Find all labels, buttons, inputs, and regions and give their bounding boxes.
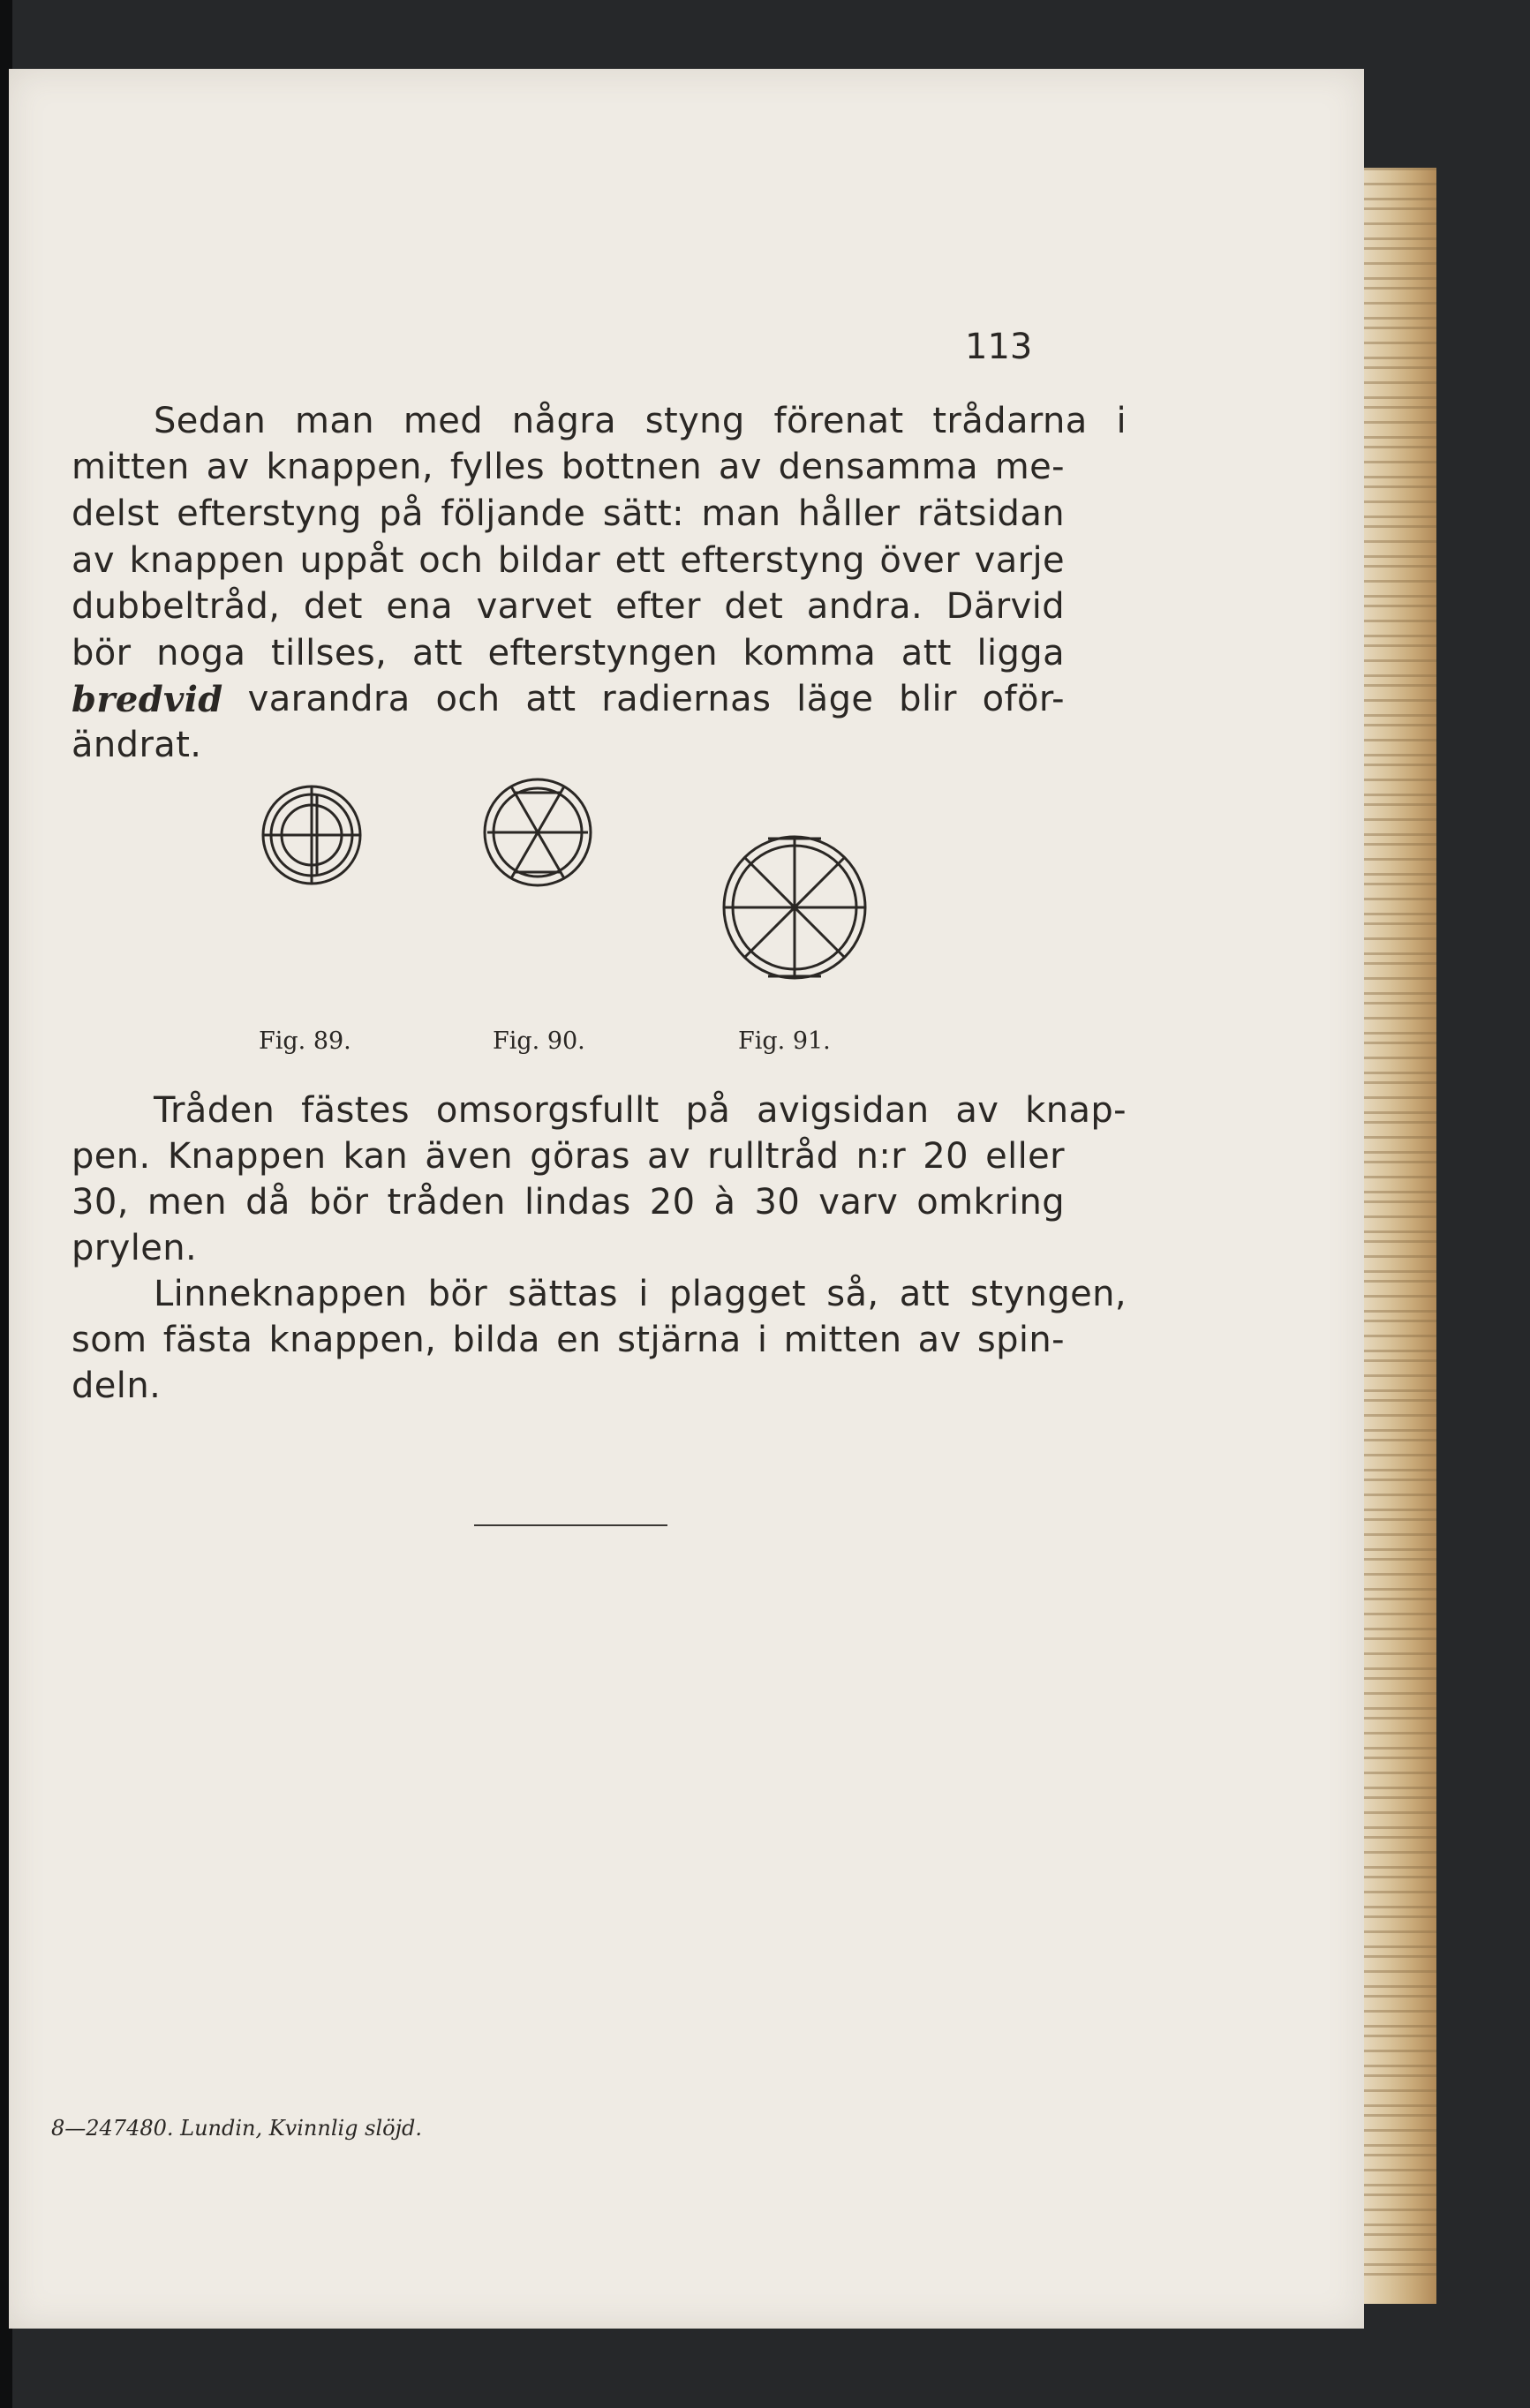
page-edge-stripe <box>1364 327 1436 329</box>
page-edge-stripe <box>1364 1995 1436 1998</box>
text-line: dubbeltråd, det ena varvet efter det andra. Därvid <box>72 586 1065 627</box>
page-edge-stripe <box>1364 1374 1436 1377</box>
page-edge-stripe <box>1364 779 1436 781</box>
figure-caption: Fig. 91. <box>738 1027 831 1055</box>
page-edge-stripe <box>1364 2114 1436 2117</box>
page-edge-stripe <box>1364 1796 1436 1799</box>
page-edge-stripe <box>1364 262 1436 265</box>
page-edge-stripe <box>1364 803 1436 806</box>
page-edge-stripe <box>1364 1479 1436 1481</box>
page-fore-edge <box>1364 168 1436 2304</box>
figure-caption: Fig. 90. <box>493 1027 585 1055</box>
page-edge-stripe <box>1364 1906 1436 1908</box>
page-number: 113 <box>965 327 1033 367</box>
page-edge-stripe <box>1364 2129 1436 2132</box>
page-edge-stripe <box>1364 1667 1436 1670</box>
figure-caption: Fig. 89. <box>259 1027 351 1055</box>
page-edge-stripe <box>1364 794 1436 796</box>
page-edge-stripe <box>1364 1970 1436 1973</box>
page-edge-stripe <box>1364 1717 1436 1719</box>
page-edge-stripe <box>1364 1598 1436 1600</box>
page-edge-stripe <box>1364 1613 1436 1615</box>
page-edge-stripe <box>1364 2209 1436 2211</box>
page-edge-stripe <box>1364 2010 1436 2013</box>
page-edge-stripe <box>1364 992 1436 995</box>
page-edge-stripe <box>1364 366 1436 369</box>
page-edge-stripe <box>1364 2035 1436 2037</box>
page-edge-stripe <box>1364 922 1436 925</box>
page-edge-stripe <box>1364 1915 1436 1918</box>
button-eight-spoke-icon <box>715 828 874 987</box>
page-edge-stripe <box>1364 1811 1436 1814</box>
button-cross-icon <box>259 782 365 888</box>
page-edge-stripe <box>1364 1389 1436 1392</box>
page-edge-stripe <box>1364 1518 1436 1521</box>
page-edge-stripe <box>1364 1469 1436 1471</box>
page-edge-stripe <box>1364 913 1436 915</box>
page-edge-stripe <box>1364 962 1436 965</box>
page-edge-stripe <box>1364 580 1436 583</box>
page-edge-stripe <box>1364 2065 1436 2067</box>
page-edge-stripe <box>1364 222 1436 225</box>
page-edge-stripe <box>1364 1891 1436 1893</box>
page-edge-stripe <box>1364 1652 1436 1655</box>
page-edge-stripe <box>1364 833 1436 836</box>
page-edge-stripe <box>1364 1429 1436 1432</box>
page-edge-stripe <box>1364 2025 1436 2028</box>
page-edge-stripe <box>1364 1573 1436 1576</box>
text-line <box>72 679 1065 720</box>
page-edge-stripe <box>1364 1772 1436 1774</box>
page-edge-stripe <box>1364 714 1436 717</box>
text-line: av knappen uppåt och bildar ett efterstyng över varje <box>72 540 1065 581</box>
page-edge-stripe <box>1364 1930 1436 1933</box>
page-edge-stripe <box>1364 247 1436 250</box>
page-edge-stripe <box>1364 1548 1436 1551</box>
page-edge-stripe <box>1364 1692 1436 1695</box>
page-edge-stripe <box>1364 1851 1436 1854</box>
page-edge-stripe <box>1364 207 1436 210</box>
page-edge-stripe <box>1364 461 1436 463</box>
page-edge-stripe <box>1364 1533 1436 1536</box>
page-edge-stripe <box>1364 1032 1436 1035</box>
text-line-rest: varandra och att radiernas läge blir oför- <box>247 679 1065 719</box>
page-edge-stripe <box>1364 2273 1436 2276</box>
page-edge-stripe <box>1364 198 1436 200</box>
page-edge-stripe <box>1364 317 1436 320</box>
page-edge-stripe <box>1364 1161 1436 1163</box>
text-line: bör noga tillses, att efterstyngen komma att ligga <box>72 633 1065 673</box>
page-edge-stripe <box>1364 168 1436 170</box>
page-edge-stripe <box>1364 754 1436 756</box>
page-edge-stripe <box>1364 1121 1436 1124</box>
page-edge-stripe <box>1364 500 1436 503</box>
text-line: Sedan man med några styng förenat trådarna i <box>154 401 1127 441</box>
page-edge-stripe <box>1364 1414 1436 1417</box>
page-edge-stripe <box>1364 2169 1436 2171</box>
text-line: som fästa knappen, bilda en stjärna i mitten av spin- <box>72 1320 1065 1360</box>
page-edge-stripe <box>1364 1200 1436 1203</box>
page-edge-stripe <box>1364 1081 1436 1084</box>
page-edge-stripe <box>1364 421 1436 424</box>
page-edge-stripe <box>1364 1350 1436 1352</box>
page-edge-stripe <box>1364 1017 1436 1020</box>
page-edge-stripe <box>1364 1732 1436 1735</box>
page-edge-stripe <box>1364 1255 1436 1258</box>
page-edge-stripe <box>1364 357 1436 359</box>
page-edge-stripe <box>1364 1399 1436 1402</box>
page-edge-stripe <box>1364 1588 1436 1591</box>
page-edge-stripe <box>1364 595 1436 598</box>
page-edge-stripe <box>1364 1494 1436 1496</box>
page-edge-stripe <box>1364 1876 1436 1878</box>
page-edge-stripe <box>1364 1320 1436 1322</box>
page-edge-stripe <box>1364 277 1436 280</box>
page-edge-stripe <box>1364 1359 1436 1362</box>
page-edge-stripe <box>1364 2194 1436 2196</box>
page-edge-stripe <box>1364 1955 1436 1958</box>
section-divider <box>474 1524 667 1526</box>
page-edge-stripe <box>1364 977 1436 980</box>
page-edge-stripe <box>1364 684 1436 687</box>
text-line: Linneknappen bör sättas i plagget så, att styngen, <box>154 1274 1127 1314</box>
text-line: ändrat. <box>72 725 202 765</box>
page-edge-stripe <box>1364 1270 1436 1273</box>
page-edge-stripe <box>1364 1509 1436 1511</box>
page-edge-stripe <box>1364 858 1436 861</box>
page-edge-stripe <box>1364 1836 1436 1839</box>
page-edge-stripe <box>1364 2224 1436 2226</box>
page-edge-stripe <box>1364 2089 1436 2092</box>
page-edge-stripe <box>1364 1558 1436 1561</box>
button-six-spoke-icon <box>480 775 595 890</box>
page-edge-stripe <box>1364 1002 1436 1005</box>
page-edge-stripe <box>1364 1747 1436 1750</box>
page-edge-stripe <box>1364 1985 1436 1988</box>
page-edge-stripe <box>1364 952 1436 955</box>
page-edge-stripe <box>1364 302 1436 305</box>
text-line: mitten av knappen, fylles bottnen av densamma me- <box>72 447 1065 487</box>
page-edge-stripe <box>1364 515 1436 518</box>
page-edge-stripe <box>1364 1136 1436 1139</box>
page-edge-stripe <box>1364 2248 1436 2251</box>
text-line: delst efterstyng på följande sätt: man håller rätsidan <box>72 493 1065 534</box>
page-edge-stripe <box>1364 898 1436 900</box>
page-edge-stripe <box>1364 1677 1436 1680</box>
page-edge-stripe <box>1364 1072 1436 1074</box>
page-edge-stripe <box>1364 1042 1436 1044</box>
page-edge-stripe <box>1364 1191 1436 1193</box>
page-edge-stripe <box>1364 287 1436 290</box>
page-edge-stripe <box>1364 485 1436 488</box>
page-edge-stripe <box>1364 1280 1436 1283</box>
text-line: Tråden fästes omsorgsfullt på avigsidan av knap- <box>154 1090 1127 1131</box>
book-page <box>9 69 1364 2329</box>
page-edge-stripe <box>1364 635 1436 637</box>
text-line: pen. Knappen kan även göras av rulltråd n:r 20 eller <box>72 1136 1065 1177</box>
page-edge-stripe <box>1364 525 1436 528</box>
page-edge-stripe <box>1364 555 1436 558</box>
page-edge-stripe <box>1364 1240 1436 1243</box>
page-edge-stripe <box>1364 605 1436 607</box>
page-edge-stripe <box>1364 1310 1436 1313</box>
page-edge-stripe <box>1364 1757 1436 1759</box>
page-edge-stripe <box>1364 764 1436 766</box>
page-edge-stripe <box>1364 396 1436 399</box>
page-edge-stripe <box>1364 1096 1436 1099</box>
page-edge-stripe <box>1364 1295 1436 1298</box>
page-edge-stripe <box>1364 883 1436 885</box>
page-edge-stripe <box>1364 644 1436 647</box>
page-edge-stripe <box>1364 1111 1436 1114</box>
page-edge-stripe <box>1364 1826 1436 1829</box>
text-line: 30, men då bör tråden lindas 20 à 30 varv omkring <box>72 1182 1065 1223</box>
page-edge-stripe <box>1364 1057 1436 1059</box>
page-edge-stripe <box>1364 2050 1436 2052</box>
page-edge-stripe <box>1364 2233 1436 2236</box>
page-edge-stripe <box>1364 1335 1436 1337</box>
page-edge-stripe <box>1364 446 1436 448</box>
page-edge-stripe <box>1364 342 1436 344</box>
page-edge-stripe <box>1364 2144 1436 2147</box>
page-edge-stripe <box>1364 2263 1436 2266</box>
page-edge-stripe <box>1364 2104 1436 2107</box>
page-edge-stripe <box>1364 1866 1436 1869</box>
page-edge-stripe <box>1364 540 1436 543</box>
page-edge-stripe <box>1364 1439 1436 1441</box>
page-edge-stripe <box>1364 1176 1436 1178</box>
page-edge-stripe <box>1364 1215 1436 1218</box>
page-edge-stripe <box>1364 1151 1436 1154</box>
page-edge-stripe <box>1364 1637 1436 1640</box>
page-edge-stripe <box>1364 2154 1436 2156</box>
page-edge-stripe <box>1364 1945 1436 1948</box>
page-edge-stripe <box>1364 1707 1436 1710</box>
page-edge-stripe <box>1364 739 1436 741</box>
italic-word: bredvid <box>72 679 223 720</box>
page-edge-stripe <box>1364 1787 1436 1789</box>
page-edge-stripe <box>1364 2184 1436 2186</box>
page-edge-stripe <box>1364 1628 1436 1630</box>
page-edge-stripe <box>1364 699 1436 702</box>
page-edge-stripe <box>1364 436 1436 439</box>
page-edge-stripe <box>1364 1230 1436 1233</box>
page-edge-stripe <box>1364 183 1436 185</box>
page-edge-stripe <box>1364 674 1436 677</box>
page-edge-stripe <box>1364 620 1436 622</box>
page-edge-stripe <box>1364 565 1436 568</box>
page-edge-stripe <box>1364 818 1436 821</box>
page-edge-stripe <box>1364 381 1436 384</box>
text-line: deln. <box>72 1366 162 1406</box>
page-edge-stripe <box>1364 873 1436 876</box>
page-edge-stripe <box>1364 843 1436 846</box>
page-edge-stripe <box>1364 476 1436 478</box>
page-edge-stripe <box>1364 2074 1436 2077</box>
page-edge-stripe <box>1364 237 1436 240</box>
page-edge-stripe <box>1364 659 1436 662</box>
text-line: prylen. <box>72 1228 198 1268</box>
page-edge-stripe <box>1364 406 1436 409</box>
page-edge-stripe <box>1364 724 1436 726</box>
page-footer: 8—247480. Lundin, Kvinnlig slöjd. <box>51 2116 423 2141</box>
page-edge-stripe <box>1364 1454 1436 1456</box>
page-edge-stripe <box>1364 937 1436 940</box>
